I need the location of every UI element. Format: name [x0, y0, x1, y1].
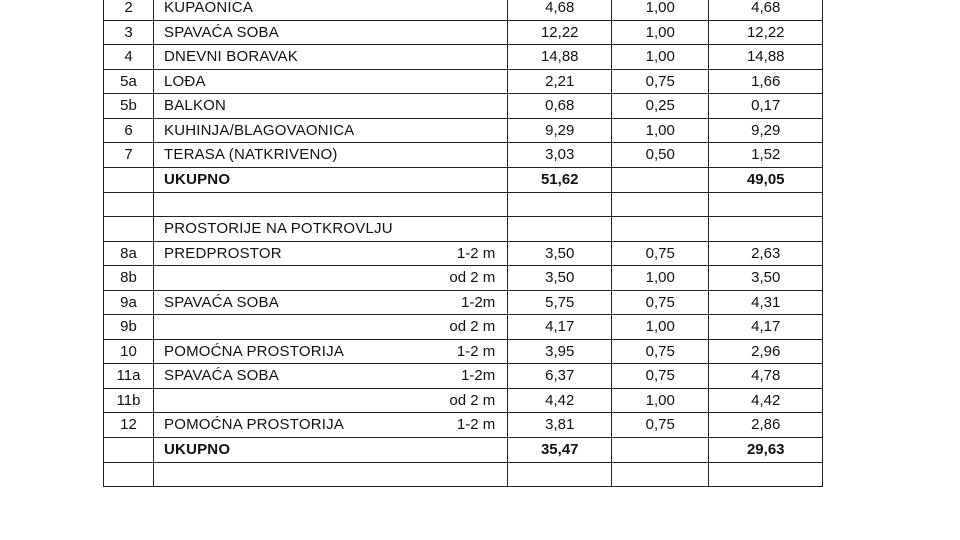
- table-row: [104, 192, 823, 217]
- total-row: [104, 167, 823, 192]
- room-number-cell: 8a: [104, 241, 154, 266]
- room-name-cell: PREDPROSTOR: [154, 241, 397, 266]
- coefficient-cell: 0,75: [612, 241, 709, 266]
- table-row: [104, 20, 823, 45]
- reduced-area-cell: 1,52: [709, 143, 823, 168]
- table-row: [104, 364, 823, 389]
- room-name-cell: SPAVAĆA SOBA: [154, 364, 397, 389]
- reduced-area-cell: [709, 462, 823, 487]
- room-name-cell: KUPAONICA: [154, 0, 397, 20]
- coefficient-cell: 0,50: [612, 143, 709, 168]
- coefficient-cell: 0,75: [612, 290, 709, 315]
- area-cell: [508, 462, 612, 487]
- room-number-cell: 11b: [104, 388, 154, 413]
- coefficient-cell: 1,00: [612, 20, 709, 45]
- reduced-area-cell: 3,50: [709, 266, 823, 291]
- room-number-cell: 12: [104, 413, 154, 438]
- height-range-cell: [397, 69, 508, 94]
- area-cell: 14,88: [508, 45, 612, 70]
- room-name-cell: LOĐA: [154, 69, 397, 94]
- table-row: [104, 143, 823, 168]
- coefficient-cell: 0,75: [612, 413, 709, 438]
- table-row: [104, 0, 823, 20]
- reduced-area-cell: 2,86: [709, 413, 823, 438]
- room-number-cell: 10: [104, 339, 154, 364]
- area-cell: 4,68: [508, 0, 612, 20]
- room-number-cell: [104, 192, 154, 217]
- room-name-cell: SPAVAĆA SOBA: [154, 20, 397, 45]
- reduced-area-cell: 0,17: [709, 94, 823, 119]
- height-range-cell: od 2 m: [397, 388, 508, 413]
- area-cell: 3,50: [508, 241, 612, 266]
- area-cell: 51,62: [508, 167, 612, 192]
- room-name-cell: DNEVNI BORAVAK: [154, 45, 397, 70]
- room-number-cell: 2: [104, 0, 154, 20]
- room-number-cell: 9b: [104, 315, 154, 340]
- room-number-cell: 6: [104, 118, 154, 143]
- table-row: [104, 266, 823, 291]
- room-number-cell: 8b: [104, 266, 154, 291]
- room-number-cell: [104, 217, 154, 242]
- height-range-cell: [397, 462, 508, 487]
- room-name-cell: [154, 266, 397, 291]
- area-cell: 5,75: [508, 290, 612, 315]
- table-row: [104, 118, 823, 143]
- height-range-cell: [397, 217, 508, 242]
- reduced-area-cell: 4,42: [709, 388, 823, 413]
- total-row: [104, 437, 823, 462]
- height-range-cell: 1-2m: [397, 364, 508, 389]
- reduced-area-cell: 4,17: [709, 315, 823, 340]
- area-cell: [508, 192, 612, 217]
- coefficient-cell: [612, 437, 709, 462]
- area-cell: 2,21: [508, 69, 612, 94]
- height-range-cell: od 2 m: [397, 315, 508, 340]
- room-name-cell: [154, 462, 397, 487]
- reduced-area-cell: 9,29: [709, 118, 823, 143]
- room-name-cell: POMOĆNA PROSTORIJA: [154, 339, 397, 364]
- area-cell: 3,95: [508, 339, 612, 364]
- room-number-cell: 9a: [104, 290, 154, 315]
- coefficient-cell: [612, 192, 709, 217]
- room-area-table: [103, 0, 823, 487]
- room-name-cell: UKUPNO: [154, 167, 397, 192]
- room-name-cell: PROSTORIJE NA POTKROVLJU: [154, 217, 397, 242]
- room-name-cell: TERASA (NATKRIVENO): [154, 143, 397, 168]
- table-row: [104, 290, 823, 315]
- coefficient-cell: 0,25: [612, 94, 709, 119]
- room-name-cell: BALKON: [154, 94, 397, 119]
- room-name-cell: [154, 192, 397, 217]
- area-cell: 6,37: [508, 364, 612, 389]
- table-row: [104, 413, 823, 438]
- area-cell: 3,81: [508, 413, 612, 438]
- height-range-cell: 1-2 m: [397, 241, 508, 266]
- reduced-area-cell: 14,88: [709, 45, 823, 70]
- coefficient-cell: 1,00: [612, 0, 709, 20]
- room-number-cell: 7: [104, 143, 154, 168]
- coefficient-cell: [612, 167, 709, 192]
- room-number-cell: 11a: [104, 364, 154, 389]
- room-number-cell: 3: [104, 20, 154, 45]
- room-name-cell: [154, 388, 397, 413]
- room-area-table-body: [104, 0, 823, 487]
- height-range-cell: od 2 m: [397, 266, 508, 291]
- table-row: [104, 315, 823, 340]
- area-cell: 4,17: [508, 315, 612, 340]
- room-number-cell: [104, 167, 154, 192]
- room-number-cell: [104, 437, 154, 462]
- reduced-area-cell: 4,31: [709, 290, 823, 315]
- table-row: [104, 462, 823, 487]
- table-row: [104, 339, 823, 364]
- room-number-cell: 5a: [104, 69, 154, 94]
- coefficient-cell: 0,75: [612, 69, 709, 94]
- reduced-area-cell: 2,63: [709, 241, 823, 266]
- room-number-cell: [104, 462, 154, 487]
- height-range-cell: 1-2 m: [397, 413, 508, 438]
- height-range-cell: [397, 45, 508, 70]
- height-range-cell: [397, 118, 508, 143]
- table-row: [104, 217, 823, 242]
- height-range-cell: [397, 437, 508, 462]
- area-cell: 12,22: [508, 20, 612, 45]
- table-row: [104, 388, 823, 413]
- room-name-cell: KUHINJA/BLAGOVAONICA: [154, 118, 397, 143]
- reduced-area-cell: 1,66: [709, 69, 823, 94]
- reduced-area-cell: 2,96: [709, 339, 823, 364]
- coefficient-cell: 1,00: [612, 266, 709, 291]
- room-number-cell: 4: [104, 45, 154, 70]
- height-range-cell: [397, 0, 508, 20]
- area-cell: 3,50: [508, 266, 612, 291]
- table-row: [104, 69, 823, 94]
- height-range-cell: 1-2 m: [397, 339, 508, 364]
- height-range-cell: [397, 94, 508, 119]
- area-cell: 3,03: [508, 143, 612, 168]
- height-range-cell: 1-2m: [397, 290, 508, 315]
- height-range-cell: [397, 143, 508, 168]
- room-name-cell: UKUPNO: [154, 437, 397, 462]
- room-number-cell: 5b: [104, 94, 154, 119]
- reduced-area-cell: 49,05: [709, 167, 823, 192]
- coefficient-cell: 1,00: [612, 388, 709, 413]
- coefficient-cell: 0,75: [612, 339, 709, 364]
- area-cell: 35,47: [508, 437, 612, 462]
- reduced-area-cell: [709, 217, 823, 242]
- reduced-area-cell: 4,68: [709, 0, 823, 20]
- area-cell: 4,42: [508, 388, 612, 413]
- height-range-cell: [397, 20, 508, 45]
- coefficient-cell: 1,00: [612, 118, 709, 143]
- reduced-area-cell: 4,78: [709, 364, 823, 389]
- room-name-cell: POMOĆNA PROSTORIJA: [154, 413, 397, 438]
- table-row: [104, 241, 823, 266]
- reduced-area-cell: 29,63: [709, 437, 823, 462]
- room-name-cell: [154, 315, 397, 340]
- reduced-area-cell: [709, 192, 823, 217]
- reduced-area-cell: 12,22: [709, 20, 823, 45]
- coefficient-cell: 1,00: [612, 315, 709, 340]
- table-row: [104, 94, 823, 119]
- area-cell: [508, 217, 612, 242]
- coefficient-cell: [612, 217, 709, 242]
- area-cell: 9,29: [508, 118, 612, 143]
- coefficient-cell: 1,00: [612, 45, 709, 70]
- area-cell: 0,68: [508, 94, 612, 119]
- coefficient-cell: 0,75: [612, 364, 709, 389]
- coefficient-cell: [612, 462, 709, 487]
- height-range-cell: [397, 192, 508, 217]
- height-range-cell: [397, 167, 508, 192]
- table-row: [104, 45, 823, 70]
- room-name-cell: SPAVAĆA SOBA: [154, 290, 397, 315]
